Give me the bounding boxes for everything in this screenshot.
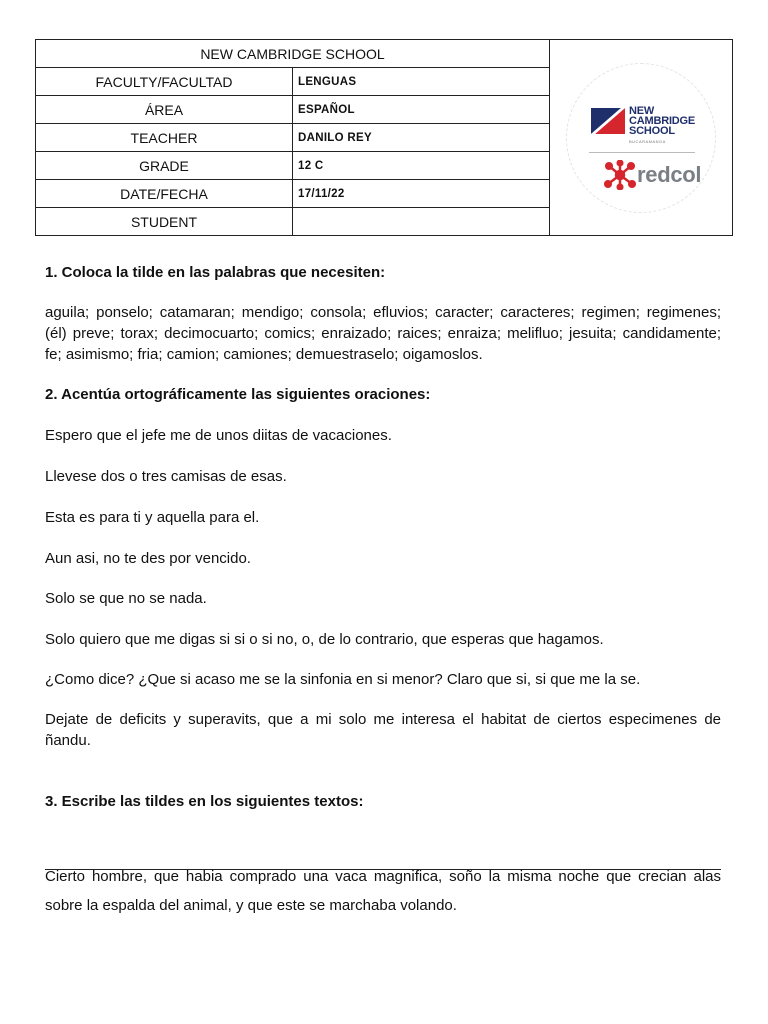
date-value: 17/11/22: [293, 180, 550, 208]
exercise-2-title: 2. Acentúa ortográficamente las siguientes oraciones:: [45, 386, 431, 403]
worksheet-body: [45, 262, 721, 812]
faculty-value: LENGUAS: [293, 68, 550, 96]
sentence-5: Solo se que no se nada.: [45, 590, 207, 607]
sentence-8: Dejate de deficits y superavits, que a mi solo me interesa el habitat de ciertos especimenes de ñandu.: [45, 711, 721, 749]
teacher-value: DANILO REY: [293, 124, 550, 152]
area-label: ÁREA: [36, 96, 293, 124]
grade-label: GRADE: [36, 152, 293, 180]
sentence-3: Esta es para ti y aquella para el.: [45, 509, 260, 526]
logo-location: BUCARAMANGA: [629, 138, 666, 144]
sentence-2: Llevese dos o tres camisas de esas.: [45, 468, 287, 485]
school-logo: [566, 63, 716, 213]
new-cambridge-logo-icon: [591, 104, 625, 134]
exercise-1-word-list: aguila; ponselo; catamaran; mendigo; consola; efluvios; caracter; caracteres; regimen; regimenes; (él) preve; torax; decimocuarto; comics; enraizado; raices; enraiza; melifluo; jesuita; candidamente; fe; asimismo; fria; camion; camiones; demuestraselo; oigamoslos.: [45, 304, 721, 363]
exercise-1-title: 1. Coloca la tilde en las palabras que necesiten:: [45, 264, 386, 281]
teacher-label: TEACHER: [36, 124, 293, 152]
student-name-field[interactable]: [293, 208, 550, 236]
sentence-1: Espero que el jefe me de unos diitas de vacaciones.: [45, 427, 392, 444]
sentence-7: ¿Como dice? ¿Que si acaso me se la sinfonia en si menor? Claro que si, si que me la se.: [45, 671, 641, 688]
logo-cell: [550, 40, 733, 236]
date-label: DATE/FECHA: [36, 180, 293, 208]
logo-divider: [589, 152, 695, 153]
redcol-network-icon: [603, 160, 637, 190]
area-value: ESPAÑOL: [293, 96, 550, 124]
school-name: NEW CAMBRIDGE SCHOOL: [36, 40, 550, 68]
sentence-6: Solo quiero que me digas si si o si no, o, de lo contrario, que esperas que hagamos.: [45, 631, 604, 648]
logo-school-name: NEW CAMBRIDGE SCHOOL: [629, 104, 696, 137]
exercise-3-title: 3. Escribe las tildes en los siguientes textos:: [45, 793, 364, 810]
header-table: [35, 39, 733, 236]
exercise-3-paragraph: Cierto hombre, que habia comprado una vaca magnifica, soño la misma noche que crecian alas sobre la espalda del animal, y que este se marchaba volando.: [45, 868, 721, 914]
student-label: STUDENT: [36, 208, 293, 236]
exercise-3-text: [45, 862, 721, 920]
grade-value: 12 C: [293, 152, 550, 180]
faculty-label: FACULTY/FACULTAD: [36, 68, 293, 96]
redcol-logo-text: redcol: [637, 161, 702, 187]
sentence-4: Aun asi, no te des por vencido.: [45, 550, 251, 567]
